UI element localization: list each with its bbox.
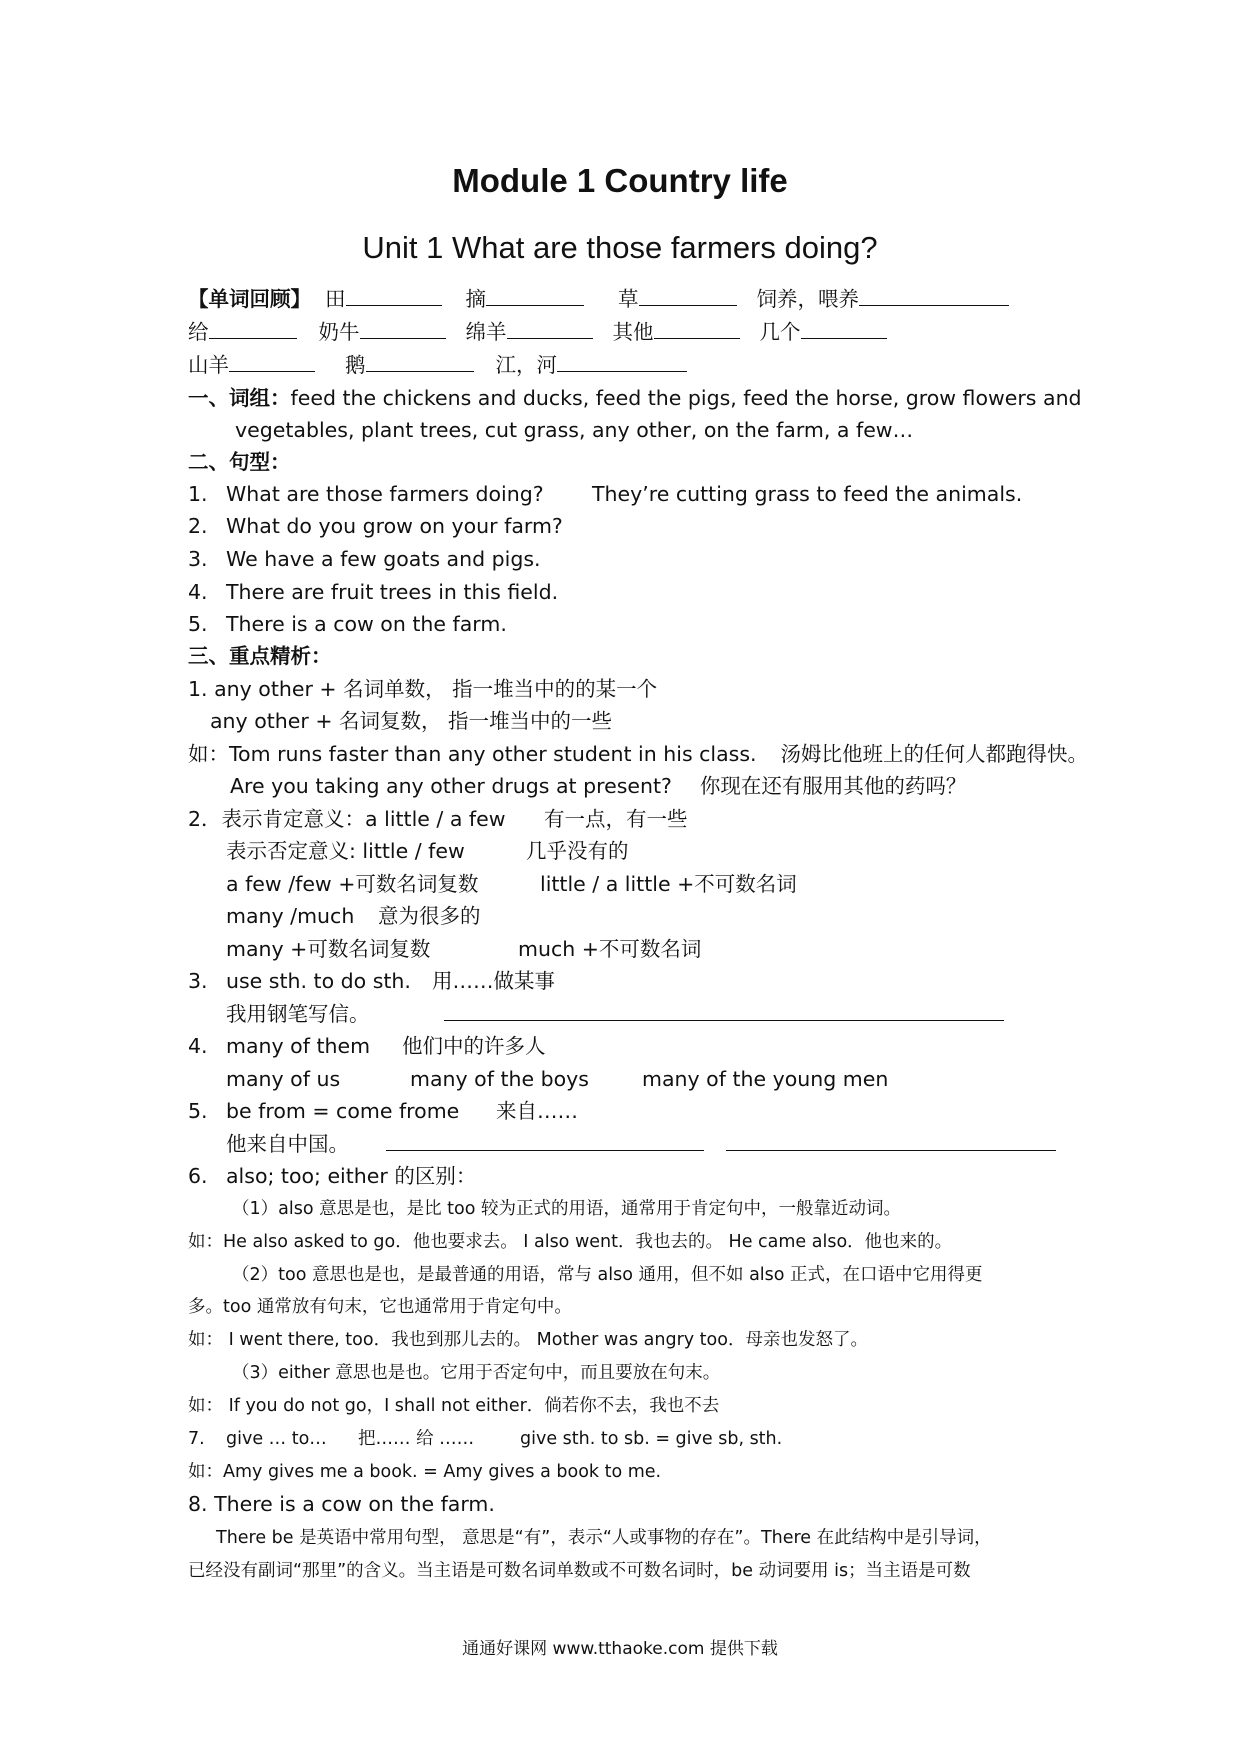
sentence-item: 3. We have a few goats and pigs. bbox=[188, 547, 541, 571]
vocab-row-2 bbox=[188, 317, 887, 347]
analysis-line: 7. give … to… 把…… 给 …… give sth. to sb. = give sb, sth. bbox=[188, 1429, 783, 1449]
analysis-line: 2．表示肯定意义：a little / a few 有一点，有一些 bbox=[188, 807, 688, 831]
analysis-line: many of us many of the boys many of the young men bbox=[226, 1067, 889, 1091]
analysis-line: many /much 意为很多的 bbox=[226, 904, 481, 928]
analysis-line: （1）also 意思是也，是比 too 较为正式的用语，通常用于肯定句中，一般靠近动词。 bbox=[232, 1199, 902, 1219]
analysis-line: 表示否定意义: little / few 几乎没有的 bbox=[226, 839, 629, 863]
analysis-line: 如： If you do not go，I shall not either．倘若你不去，我也不去 bbox=[188, 1396, 720, 1416]
analysis-line: 已经没有副词“那里”的含义。当主语是可数名词单数或不可数名词时，be 动词要用 is；当主语是可数 bbox=[188, 1561, 971, 1581]
answer-blank[interactable] bbox=[346, 285, 442, 306]
answer-blank[interactable] bbox=[486, 285, 584, 306]
vocab-word: 山羊 bbox=[188, 353, 229, 377]
answer-blank[interactable] bbox=[366, 351, 474, 372]
analysis-line: 如：He also asked to go．他也要求去。 I also went．我也去的。 He came also．他也来的。 bbox=[188, 1232, 953, 1252]
phrases-line-1 bbox=[188, 383, 1082, 413]
phrases-text: feed the chickens and ducks, feed the pigs, feed the horse, grow flowers and bbox=[290, 386, 1082, 410]
unit-title: Unit 1 What are those farmers doing? bbox=[362, 230, 878, 265]
vocab-row-1 bbox=[188, 284, 1009, 314]
answer-blank[interactable] bbox=[859, 285, 1009, 306]
phrases-line-2: vegetables, plant trees, cut grass, any other, on the farm, a few… bbox=[235, 418, 914, 442]
analysis-line: 如：Tom runs faster than any other student in his class. 汤姆比他班上的任何人都跑得快。 bbox=[188, 742, 1089, 766]
vocab-word: 其他 bbox=[612, 320, 654, 344]
translation-blank[interactable] bbox=[444, 1000, 1004, 1021]
answer-blank[interactable] bbox=[801, 318, 887, 339]
analysis-line: There be 是英语中常用句型， 意思是“有”，表示“人或事物的存在”。There 在此结构中是引导词， bbox=[216, 1528, 992, 1548]
translation-blank[interactable] bbox=[386, 1130, 704, 1151]
vocab-word: 几个 bbox=[759, 320, 801, 344]
analysis-line: 8. There is a cow on the farm. bbox=[188, 1492, 495, 1516]
vocab-row-3 bbox=[188, 350, 687, 380]
vocab-word: 江，河 bbox=[495, 353, 557, 377]
analysis-line: 4. many of them 他们中的许多人 bbox=[188, 1034, 546, 1058]
analysis-line: any other + 名词复数， 指一堆当中的一些 bbox=[210, 709, 613, 733]
answer-blank[interactable] bbox=[557, 351, 687, 372]
sentence-item: 2. What do you grow on your farm? bbox=[188, 514, 563, 538]
vocab-label: 【单词回顾】 bbox=[188, 287, 311, 311]
page-footer: 通通好课网 www.tthaoke.com 提供下载 bbox=[462, 1639, 778, 1659]
analysis-line: Are you taking any other drugs at present? 你现在还有服用其他的药吗？ bbox=[230, 774, 967, 798]
vocab-word: 鹅 bbox=[345, 353, 366, 377]
analysis-line: 如：Amy gives me a book. = Amy gives a book to me. bbox=[188, 1462, 662, 1482]
analysis-line: 3. use sth. to do sth. 用……做某事 bbox=[188, 969, 555, 993]
vocab-word: 田 bbox=[325, 287, 346, 311]
answer-blank[interactable] bbox=[229, 351, 315, 372]
analysis-line: a few /few +可数名词复数 little / a little +不可数名词 bbox=[226, 872, 797, 896]
sentences-heading: 二、句型： bbox=[188, 450, 291, 474]
vocab-word: 绵羊 bbox=[465, 320, 507, 344]
analysis-line: 如： I went there, too．我也到那儿去的。 Mother was angry too．母亲也发怒了。 bbox=[188, 1330, 868, 1350]
translation-blank[interactable] bbox=[726, 1130, 1056, 1151]
analysis-line: 1. any other + 名词单数， 指一堆当中的的某一个 bbox=[188, 677, 658, 701]
vocab-word: 奶牛 bbox=[318, 320, 360, 344]
answer-blank[interactable] bbox=[654, 318, 740, 339]
analysis-line: 多。too 通常放有句末，它也通常用于肯定句中。 bbox=[188, 1297, 572, 1317]
answer-blank[interactable] bbox=[360, 318, 446, 339]
vocab-word: 饲养，喂养 bbox=[756, 287, 859, 311]
answer-blank[interactable] bbox=[209, 318, 297, 339]
answer-blank[interactable] bbox=[639, 285, 737, 306]
analysis-line: 6. also; too; either 的区别： bbox=[188, 1164, 477, 1188]
sentence-item: 1. What are those farmers doing? They’re cutting grass to feed the animals. bbox=[188, 482, 1023, 506]
analysis-line: （2）too 意思也是也，是最普通的用语，常与 also 通用，但不如 also 正式，在口语中它用得更 bbox=[232, 1265, 983, 1285]
vocab-word: 给 bbox=[188, 320, 209, 344]
answer-blank[interactable] bbox=[507, 318, 593, 339]
analysis-line: 他来自中国。 bbox=[226, 1129, 1056, 1159]
sentence-item: 4. There are fruit trees in this field. bbox=[188, 580, 559, 604]
analysis-line: 我用钢笔写信。 bbox=[226, 999, 1004, 1029]
sentence-item: 5. There is a cow on the farm. bbox=[188, 612, 507, 636]
vocab-word: 草 bbox=[618, 287, 639, 311]
analysis-heading: 三、重点精析： bbox=[188, 644, 332, 668]
analysis-line: 5. be from = come frome 来自…… bbox=[188, 1099, 578, 1123]
phrases-heading: 一、词组： bbox=[188, 386, 291, 410]
vocab-word: 摘 bbox=[465, 287, 486, 311]
analysis-line: many +可数名词复数 much +不可数名词 bbox=[226, 937, 702, 961]
analysis-line: （3）either 意思也是也。它用于否定句中，而且要放在句末。 bbox=[232, 1363, 721, 1383]
module-title: Module 1 Country life bbox=[452, 162, 788, 199]
